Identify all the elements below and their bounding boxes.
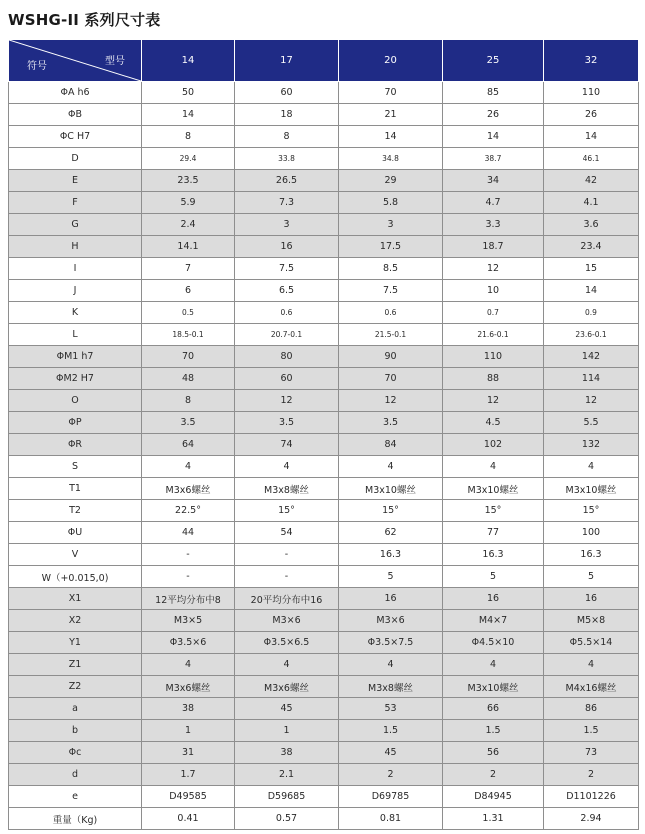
table-cell: 1.31 xyxy=(443,808,544,830)
table-cell: 64 xyxy=(142,434,235,456)
table-row xyxy=(9,368,639,390)
table-cell: 16.3 xyxy=(443,544,544,566)
table-cell: 2.1 xyxy=(235,764,339,786)
table-cell: 45 xyxy=(339,742,443,764)
table-row xyxy=(9,258,639,280)
table-cell: 22.5° xyxy=(142,500,235,522)
table-cell: 12平均分布中8 xyxy=(142,588,235,610)
table-row xyxy=(9,148,639,170)
table-cell: M3x6螺丝 xyxy=(142,478,235,500)
row-symbol: Y1 xyxy=(9,632,142,654)
table-cell: 4.5 xyxy=(443,412,544,434)
row-symbol: X2 xyxy=(9,610,142,632)
table-cell: 7.5 xyxy=(235,258,339,280)
table-cell: 12 xyxy=(235,390,339,412)
table-cell: 86 xyxy=(544,698,639,720)
row-symbol: ΦM2 H7 xyxy=(9,368,142,390)
table-cell: 4 xyxy=(142,456,235,478)
table-cell: M4×7 xyxy=(443,610,544,632)
table-row xyxy=(9,324,639,346)
row-symbol: G xyxy=(9,214,142,236)
table-cell: 38 xyxy=(142,698,235,720)
model-header-14: 14 xyxy=(142,40,235,82)
table-row xyxy=(9,654,639,676)
table-cell: 8 xyxy=(235,126,339,148)
table-cell: 15 xyxy=(544,258,639,280)
table-cell: 0.6 xyxy=(235,302,339,324)
table-cell: 3.5 xyxy=(339,412,443,434)
table-cell: 88 xyxy=(443,368,544,390)
table-cell: M3x8螺丝 xyxy=(339,676,443,698)
table-cell: 46.1 xyxy=(544,148,639,170)
table-cell: 15° xyxy=(544,500,639,522)
table-cell: 14.1 xyxy=(142,236,235,258)
table-cell: 70 xyxy=(339,368,443,390)
table-cell: 4 xyxy=(443,456,544,478)
table-cell: 74 xyxy=(235,434,339,456)
table-cell: D84945 xyxy=(443,786,544,808)
row-symbol: O xyxy=(9,390,142,412)
table-cell: 50 xyxy=(142,82,235,104)
table-cell: 8 xyxy=(142,390,235,412)
table-cell: D59685 xyxy=(235,786,339,808)
table-cell: D1101226 xyxy=(544,786,639,808)
table-row xyxy=(9,786,639,808)
table-cell: 5 xyxy=(443,566,544,588)
table-row xyxy=(9,544,639,566)
table-cell: 2 xyxy=(544,764,639,786)
row-symbol: K xyxy=(9,302,142,324)
model-header-17: 17 xyxy=(235,40,339,82)
table-row xyxy=(9,170,639,192)
table-cell: 26 xyxy=(544,104,639,126)
table-cell: 0.57 xyxy=(235,808,339,830)
row-symbol: Φc xyxy=(9,742,142,764)
table-cell: 10 xyxy=(443,280,544,302)
table-cell: 3.3 xyxy=(443,214,544,236)
table-cell: 54 xyxy=(235,522,339,544)
table-cell: Φ4.5×10 xyxy=(443,632,544,654)
table-row xyxy=(9,632,639,654)
table-cell: M4x16螺丝 xyxy=(544,676,639,698)
table-cell: 7.3 xyxy=(235,192,339,214)
table-cell: D49585 xyxy=(142,786,235,808)
table-cell: 102 xyxy=(443,434,544,456)
model-header-32: 32 xyxy=(544,40,639,82)
row-symbol: Z2 xyxy=(9,676,142,698)
table-cell: 14 xyxy=(544,126,639,148)
table-row xyxy=(9,346,639,368)
model-header-25: 25 xyxy=(443,40,544,82)
table-cell: 38.7 xyxy=(443,148,544,170)
table-cell: 80 xyxy=(235,346,339,368)
table-cell: 5.8 xyxy=(339,192,443,214)
row-symbol: H xyxy=(9,236,142,258)
row-symbol: ΦC H7 xyxy=(9,126,142,148)
table-cell: 110 xyxy=(544,82,639,104)
table-cell: 21.6-0.1 xyxy=(443,324,544,346)
symbol-label: 符号 xyxy=(27,61,47,72)
table-cell: 2 xyxy=(339,764,443,786)
table-cell: 16 xyxy=(235,236,339,258)
table-cell: 0.9 xyxy=(544,302,639,324)
table-cell: 16.3 xyxy=(544,544,639,566)
table-cell: 23.6-0.1 xyxy=(544,324,639,346)
table-cell: 5.5 xyxy=(544,412,639,434)
row-symbol: V xyxy=(9,544,142,566)
row-symbol: a xyxy=(9,698,142,720)
table-cell: 77 xyxy=(443,522,544,544)
row-symbol: Z1 xyxy=(9,654,142,676)
table-cell: M3x10螺丝 xyxy=(443,478,544,500)
table-cell: 7.5 xyxy=(339,280,443,302)
table-cell: 2.94 xyxy=(544,808,639,830)
page-title: WSHG-II 系列尺寸表 xyxy=(8,11,161,29)
table-cell: 4 xyxy=(339,456,443,478)
table-cell: 14 xyxy=(142,104,235,126)
table-cell: 26 xyxy=(443,104,544,126)
table-row xyxy=(9,522,639,544)
table-cell: 56 xyxy=(443,742,544,764)
table-row xyxy=(9,302,639,324)
table-cell: M3x8螺丝 xyxy=(235,478,339,500)
table-cell: 21 xyxy=(339,104,443,126)
table-row xyxy=(9,82,639,104)
table-cell: 73 xyxy=(544,742,639,764)
row-symbol: ΦU xyxy=(9,522,142,544)
row-symbol: I xyxy=(9,258,142,280)
row-symbol: X1 xyxy=(9,588,142,610)
dimension-table xyxy=(8,39,639,830)
table-row xyxy=(9,610,639,632)
table-cell: - xyxy=(142,566,235,588)
table-row xyxy=(9,500,639,522)
table-cell: 5 xyxy=(339,566,443,588)
table-cell: 16 xyxy=(443,588,544,610)
table-cell: 4 xyxy=(142,654,235,676)
table-row xyxy=(9,742,639,764)
table-cell: 1.5 xyxy=(544,720,639,742)
table-cell: Φ3.5×6 xyxy=(142,632,235,654)
table-cell: M3x10螺丝 xyxy=(544,478,639,500)
row-symbol: ΦP xyxy=(9,412,142,434)
table-cell: 2.4 xyxy=(142,214,235,236)
table-cell: M3x10螺丝 xyxy=(339,478,443,500)
table-cell: Φ5.5×14 xyxy=(544,632,639,654)
table-cell: 6 xyxy=(142,280,235,302)
table-cell: 14 xyxy=(339,126,443,148)
table-cell: 12 xyxy=(544,390,639,412)
table-cell: 70 xyxy=(339,82,443,104)
table-cell: 0.5 xyxy=(142,302,235,324)
table-row xyxy=(9,214,639,236)
table-cell: 60 xyxy=(235,368,339,390)
table-row xyxy=(9,236,639,258)
row-symbol: b xyxy=(9,720,142,742)
table-cell: 66 xyxy=(443,698,544,720)
table-row xyxy=(9,104,639,126)
table-cell: 34.8 xyxy=(339,148,443,170)
table-cell: 142 xyxy=(544,346,639,368)
table-cell: 33.8 xyxy=(235,148,339,170)
table-cell: 48 xyxy=(142,368,235,390)
table-cell: 34 xyxy=(443,170,544,192)
model-header-20: 20 xyxy=(339,40,443,82)
table-cell: 6.5 xyxy=(235,280,339,302)
table-cell: 12 xyxy=(443,390,544,412)
table-cell: 1.7 xyxy=(142,764,235,786)
row-symbol: ΦA h6 xyxy=(9,82,142,104)
table-cell: 0.81 xyxy=(339,808,443,830)
table-cell: Φ3.5×6.5 xyxy=(235,632,339,654)
table-cell: 0.41 xyxy=(142,808,235,830)
table-row xyxy=(9,478,639,500)
row-symbol: S xyxy=(9,456,142,478)
table-body xyxy=(9,82,639,830)
table-cell: 4.7 xyxy=(443,192,544,214)
table-cell: 4 xyxy=(544,654,639,676)
row-symbol: e xyxy=(9,786,142,808)
row-symbol: E xyxy=(9,170,142,192)
table-cell: 5.9 xyxy=(142,192,235,214)
table-cell: 21.5-0.1 xyxy=(339,324,443,346)
table-cell: 5 xyxy=(544,566,639,588)
table-row xyxy=(9,412,639,434)
table-cell: 18 xyxy=(235,104,339,126)
table-row xyxy=(9,566,639,588)
row-symbol: 重量（Kg) xyxy=(9,808,142,830)
table-cell: 16.3 xyxy=(339,544,443,566)
model-label: 型号 xyxy=(105,56,125,67)
table-row xyxy=(9,720,639,742)
table-cell: D69785 xyxy=(339,786,443,808)
row-symbol: T1 xyxy=(9,478,142,500)
table-cell: 18.7 xyxy=(443,236,544,258)
table-cell: 14 xyxy=(443,126,544,148)
table-cell: 2 xyxy=(443,764,544,786)
table-cell: 1.5 xyxy=(443,720,544,742)
table-cell: M3x6螺丝 xyxy=(142,676,235,698)
table-cell: 14 xyxy=(544,280,639,302)
table-cell: 15° xyxy=(235,500,339,522)
corner-header-cell xyxy=(9,40,142,82)
table-cell: 132 xyxy=(544,434,639,456)
table-cell: 0.6 xyxy=(339,302,443,324)
table-cell: 70 xyxy=(142,346,235,368)
row-symbol: J xyxy=(9,280,142,302)
table-row xyxy=(9,698,639,720)
row-symbol: ΦB xyxy=(9,104,142,126)
row-symbol: F xyxy=(9,192,142,214)
table-cell: 16 xyxy=(339,588,443,610)
table-cell: Φ3.5×7.5 xyxy=(339,632,443,654)
table-cell: 62 xyxy=(339,522,443,544)
table-row xyxy=(9,280,639,302)
table-row xyxy=(9,808,639,830)
table-cell: M3x6螺丝 xyxy=(235,676,339,698)
table-cell: 16 xyxy=(544,588,639,610)
table-cell: 17.5 xyxy=(339,236,443,258)
table-cell: 4 xyxy=(544,456,639,478)
table-cell: 26.5 xyxy=(235,170,339,192)
table-cell: 3 xyxy=(235,214,339,236)
table-cell: M3x10螺丝 xyxy=(443,676,544,698)
table-cell: 29 xyxy=(339,170,443,192)
table-cell: 3 xyxy=(339,214,443,236)
table-cell: 110 xyxy=(443,346,544,368)
table-cell: 4.1 xyxy=(544,192,639,214)
row-symbol: ΦR xyxy=(9,434,142,456)
table-cell: 3.5 xyxy=(235,412,339,434)
table-cell: 4 xyxy=(235,456,339,478)
row-symbol: T2 xyxy=(9,500,142,522)
row-symbol: W（+0.015,0) xyxy=(9,566,142,588)
table-row xyxy=(9,192,639,214)
table-row xyxy=(9,126,639,148)
table-cell: 114 xyxy=(544,368,639,390)
table-row xyxy=(9,588,639,610)
table-cell: 18.5-0.1 xyxy=(142,324,235,346)
table-cell: 45 xyxy=(235,698,339,720)
table-cell: 42 xyxy=(544,170,639,192)
table-cell: 12 xyxy=(443,258,544,280)
row-symbol: D xyxy=(9,148,142,170)
row-symbol: ΦM1 h7 xyxy=(9,346,142,368)
table-cell: 53 xyxy=(339,698,443,720)
table-cell: 7 xyxy=(142,258,235,280)
table-cell: 85 xyxy=(443,82,544,104)
table-cell: 1.5 xyxy=(339,720,443,742)
table-cell: 0.7 xyxy=(443,302,544,324)
table-cell: 4 xyxy=(235,654,339,676)
table-cell: 8 xyxy=(142,126,235,148)
row-symbol: d xyxy=(9,764,142,786)
table-row xyxy=(9,456,639,478)
table-row xyxy=(9,434,639,456)
table-cell: 23.5 xyxy=(142,170,235,192)
table-cell: 15° xyxy=(339,500,443,522)
table-row xyxy=(9,676,639,698)
table-row xyxy=(9,390,639,412)
table-cell: 23.4 xyxy=(544,236,639,258)
table-cell: 29.4 xyxy=(142,148,235,170)
table-header-row xyxy=(9,40,639,82)
table-cell: 20.7-0.1 xyxy=(235,324,339,346)
table-cell: 4 xyxy=(443,654,544,676)
table-cell: M3×6 xyxy=(235,610,339,632)
table-cell: - xyxy=(142,544,235,566)
table-cell: - xyxy=(235,566,339,588)
row-symbol: L xyxy=(9,324,142,346)
table-cell: 3.6 xyxy=(544,214,639,236)
table-cell: 100 xyxy=(544,522,639,544)
table-cell: 8.5 xyxy=(339,258,443,280)
table-cell: 44 xyxy=(142,522,235,544)
table-cell: 12 xyxy=(339,390,443,412)
table-cell: 84 xyxy=(339,434,443,456)
table-row xyxy=(9,764,639,786)
table-cell: 1 xyxy=(142,720,235,742)
table-cell: 3.5 xyxy=(142,412,235,434)
table-cell: - xyxy=(235,544,339,566)
table-cell: M5×8 xyxy=(544,610,639,632)
table-cell: 31 xyxy=(142,742,235,764)
table-cell: M3×6 xyxy=(339,610,443,632)
table-cell: 38 xyxy=(235,742,339,764)
table-cell: 20平均分布中16 xyxy=(235,588,339,610)
table-cell: 90 xyxy=(339,346,443,368)
table-cell: 1 xyxy=(235,720,339,742)
table-cell: 15° xyxy=(443,500,544,522)
table-cell: 4 xyxy=(339,654,443,676)
table-cell: 60 xyxy=(235,82,339,104)
table-cell: M3×5 xyxy=(142,610,235,632)
